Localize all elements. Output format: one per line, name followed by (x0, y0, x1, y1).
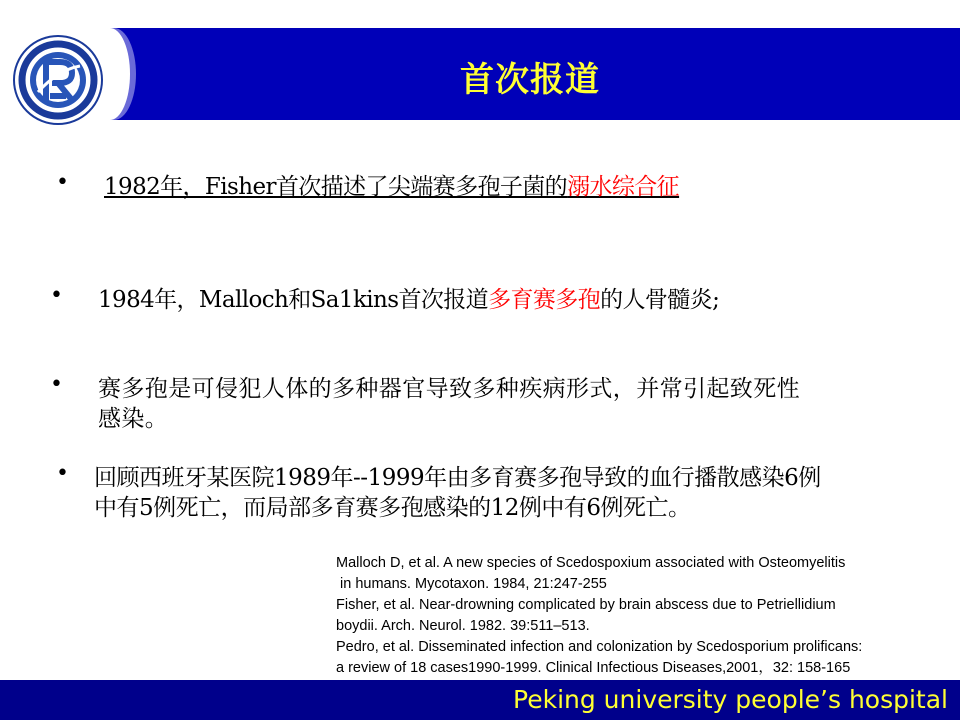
footer-text: Peking university people’s hospital (513, 685, 948, 714)
reference-line: a review of 18 cases1990-1999. Clinical Infectious Diseases,2001，32: 158-165 (336, 660, 851, 676)
reference-line: Pedro, et al. Disseminated infection and colonization by Scedosporium prolificans: (336, 639, 863, 655)
bullet-4-text (94, 463, 821, 523)
bullet-1-highlight: 溺水综合征 (567, 174, 680, 200)
reference-line: Fisher, et al. Near-drowning complicated by brain abscess due to Petriellidium (336, 597, 836, 613)
bullet-2-post: 的人骨髓炎; (600, 287, 720, 313)
footer-band (0, 680, 960, 720)
hospital-logo-icon (8, 30, 108, 130)
bullet-4-line-1: 回顾西班牙某医院1989年--1999年由多育赛多孢导致的血行播散感染6例 (94, 465, 821, 491)
reference-line: Malloch D, et al. A new species of Scedospoxium associated with Osteomyelitis (336, 555, 846, 571)
bullet-2-highlight: 多育赛多孢 (488, 287, 601, 313)
bullet-dot: • (50, 372, 63, 397)
bullet-2-pre: 1984年，Malloch和Sa1kins首次报道 (98, 287, 489, 313)
bullet-2-text (98, 285, 719, 315)
bullet-1-pre: 1982年，Fisher首次描述了尖端赛多孢子菌的 (104, 174, 568, 200)
bullet-dot: • (50, 283, 63, 308)
reference-line: in humans. Mycotaxon. 1984, 21:247-255 (336, 576, 607, 592)
slide-title: 首次报道 (460, 60, 600, 100)
bullet-1-text (104, 172, 679, 202)
bullet-dot: • (56, 170, 69, 195)
bullet-4-line-2: 中有5例死亡，而局部多育赛多孢感染的12例中有6例死亡。 (94, 495, 691, 521)
bullet-3-text (98, 374, 800, 434)
references (336, 553, 936, 679)
bullet-3-line-1: 赛多孢是可侵犯人体的多种器官导致多种疾病形式，并常引起致死性 (98, 376, 800, 402)
bullet-dot: • (56, 461, 69, 486)
reference-line: boydii. Arch. Neurol. 1982. 39:511–513. (336, 618, 590, 634)
bullet-3-line-2: 感染。 (98, 406, 169, 432)
